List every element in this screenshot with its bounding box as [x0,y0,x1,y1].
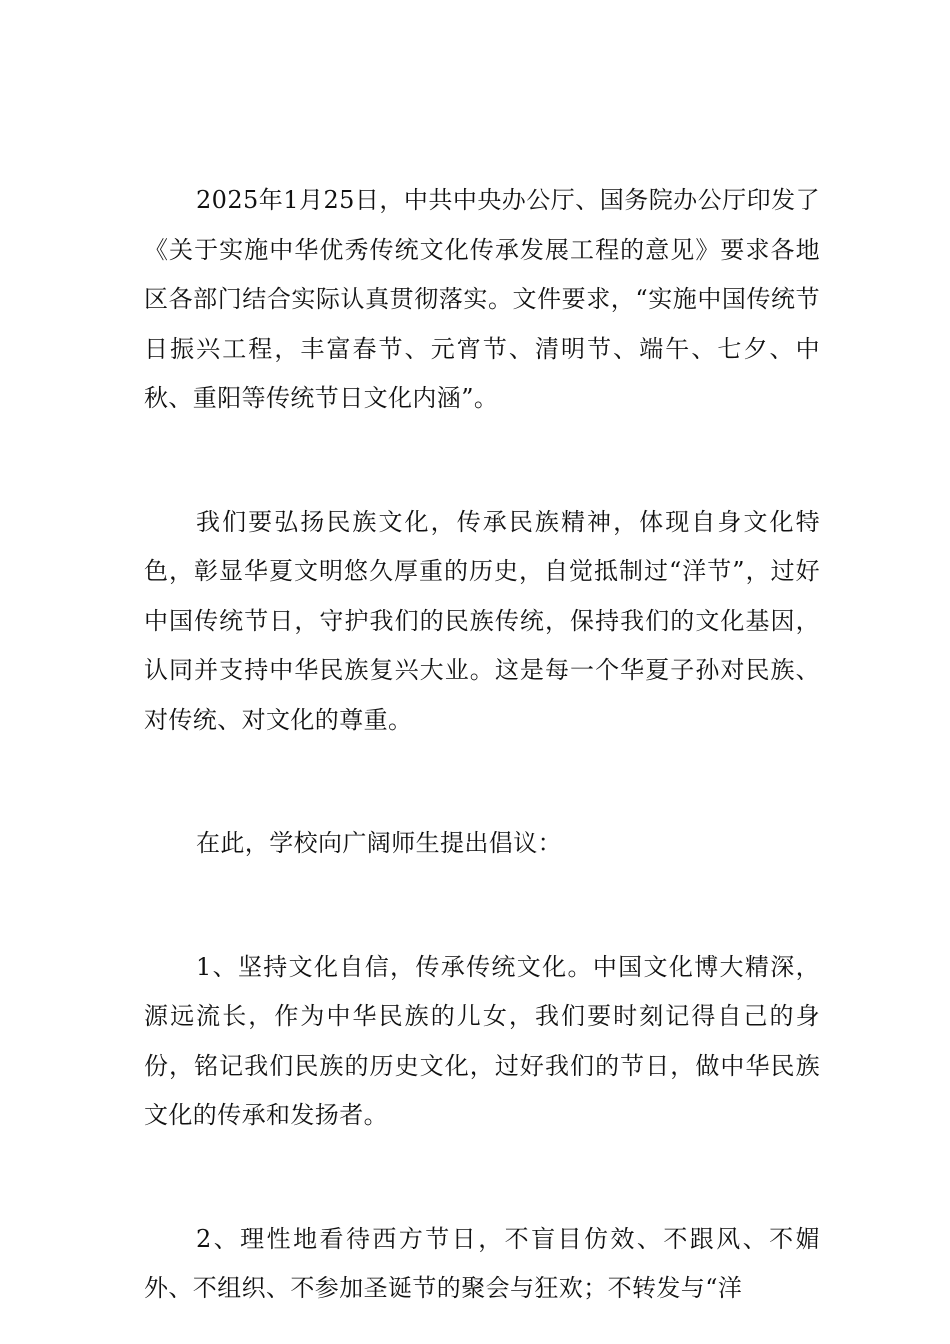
paragraph-spacer [144,869,820,943]
paragraph-policy-intro: 2025年1月25日，中共中央办公厅、国务院办公厅印发了《关于实施中华优秀传统文化传承发展工程的意见》要求各地区各部门结合实际认真贯彻落实。文件要求，“实施中国传统节日振兴工程，丰富春节、元宵节、清明节、端午、七夕、中秋、重阳等传统节日文化内涵”。 [144,186,820,412]
paragraph-proposal-item-1: 1、坚持文化自信，传承传统文化。中国文化博大精深，源远流长，作为中华民族的儿女，我们要时刻记得自己的身份，铭记我们民族的历史文化，过好我们的节日，做中华民族文化的传承和发扬者。 [144,952,820,1129]
paragraph-proposal-item-2: 2、理性地看待西方节日，不盲目仿效、不跟风、不媚外、不组织、不参加圣诞节的聚会与狂欢；不转发与“洋 [144,1224,820,1302]
paragraph-proposal-lead: 在此，学校向广阔师生提出倡议： [196,829,562,857]
paragraph-spacer [144,745,820,819]
document-body [144,176,820,1314]
paragraph-spacer [144,1141,820,1215]
paragraph-culture-heritage: 我们要弘扬民族文化，传承民族精神，体现自身文化特色，彰显华夏文明悠久厚重的历史，自觉抵制过“洋节”，过好中国传统节日，守护我们的民族传统，保持我们的文化基因，认同并支持中华民族复兴大业。这是每一个华夏子孙对民族、对传统、对文化的尊重。 [144,507,820,734]
paragraph-spacer [144,424,820,498]
